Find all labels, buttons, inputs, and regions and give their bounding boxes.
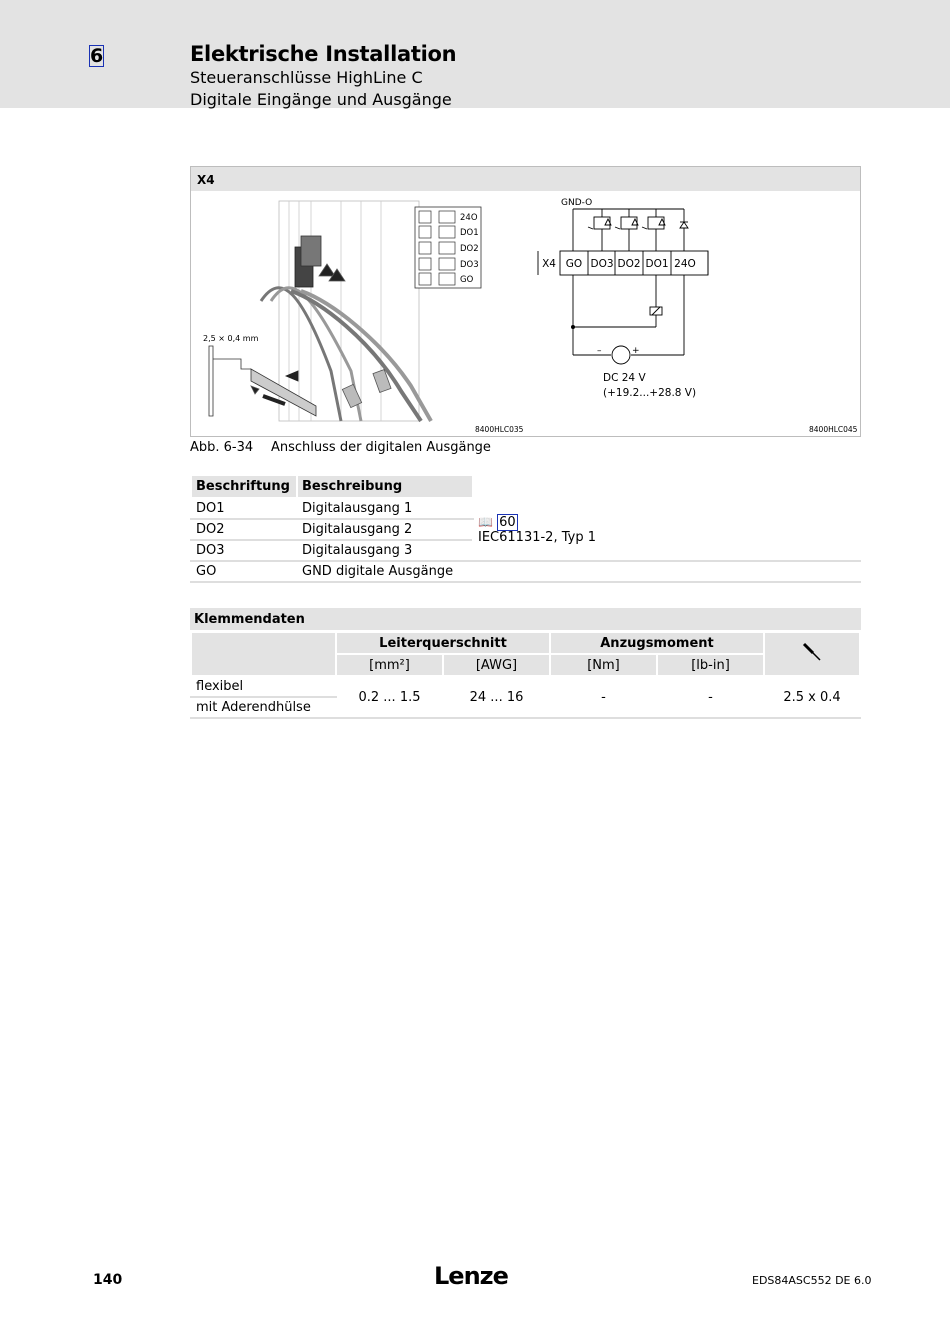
terminal-label: GO (460, 275, 474, 285)
unit-lbin: [lb-in] (657, 654, 764, 676)
reference-text: IEC61131-2, Typ 1 (478, 529, 596, 545)
terminal-illustration (209, 201, 431, 421)
lenze-logo: Lenze (434, 1262, 508, 1290)
terminal-description-table (190, 474, 861, 583)
page-number: 140 (93, 1272, 123, 1288)
schematic-terminal: DO3 (590, 258, 614, 270)
schematic-terminal: DO1 (645, 258, 669, 270)
page-subtitle-2: Digitale Eingänge und Ausgänge (190, 90, 452, 109)
unit-awg: [AWG] (443, 654, 550, 676)
unit-nm: [Nm] (550, 654, 657, 676)
table-row (191, 561, 860, 582)
svg-text:+: + (632, 346, 640, 356)
value-mm2: 0.2 ... 1.5 (336, 676, 443, 718)
svg-text:–: – (597, 346, 602, 356)
terminal-label: 24O (460, 213, 478, 223)
schematic-terminal: DO2 (617, 258, 641, 270)
row-description: Digitalausgang 3 (297, 540, 473, 561)
connection-diagram (191, 191, 860, 437)
caption-text: Anschluss der digitalen Ausgänge (271, 440, 491, 455)
table-row (191, 498, 860, 519)
wire-size-label: 2,5 × 0,4 mm (203, 334, 259, 343)
terminal-data-title-label: Klemmendaten (194, 612, 305, 627)
row-description: GND digitale Ausgänge (297, 561, 473, 582)
row-label: DO3 (191, 540, 297, 561)
reference-cell (473, 498, 860, 561)
column-header: Beschreibung (297, 475, 473, 498)
row-label: DO2 (191, 519, 297, 540)
schematic-terminal: 24O (674, 258, 696, 270)
row-label: GO (191, 561, 297, 582)
header-band (0, 0, 950, 108)
terminal-data-table (190, 631, 861, 719)
terminal-label: DO2 (460, 244, 479, 254)
table-row (191, 676, 860, 697)
value-nm: - (550, 676, 657, 718)
schematic-terminal: GO (565, 258, 583, 270)
schematic-terminal: X4 (542, 258, 556, 270)
diode (680, 209, 688, 251)
row-label: DO1 (191, 498, 297, 519)
page-title: Elektrische Installation (190, 42, 457, 66)
figure-heading (191, 167, 860, 191)
group-header-cross-section: Leiterquerschnitt (336, 632, 550, 654)
figure-code-left: 8400HLC035 (475, 425, 524, 434)
book-icon: 📖 (478, 514, 493, 529)
figure-heading-label: X4 (197, 173, 215, 187)
column-header: Beschriftung (191, 475, 297, 498)
terminal-label: DO1 (460, 228, 479, 238)
supply-label: DC 24 V (603, 372, 646, 384)
chapter-number[interactable]: 6 (90, 45, 104, 67)
terminal-label-strip (415, 207, 481, 288)
group-header-torque: Anzugsmoment (550, 632, 764, 654)
value-awg: 24 ... 16 (443, 676, 550, 718)
value-tool: 2.5 x 0.4 (764, 676, 860, 718)
row-description: Digitalausgang 1 (297, 498, 473, 519)
gnd-label: GND-O (561, 198, 593, 208)
row-description: Digitalausgang 2 (297, 519, 473, 540)
document-id: EDS84ASC552 DE 6.0 (752, 1274, 872, 1287)
figure-box (190, 166, 861, 437)
table-header-row (191, 632, 860, 654)
row-label: mit Aderendhülse (191, 697, 336, 718)
page-subtitle-1: Steueranschlüsse HighLine C (190, 68, 423, 87)
page-reference-link[interactable]: 60 (499, 514, 516, 530)
figure-code-right: 8400HLC045 (809, 425, 858, 434)
row-label: flexibel (191, 676, 336, 697)
transistor-do1 (642, 209, 665, 251)
supply-range: (+19.2...+28.8 V) (603, 387, 697, 399)
terminal-label: DO3 (460, 260, 479, 270)
value-lbin: - (657, 676, 764, 718)
transistor-do3 (588, 209, 611, 251)
screwdriver-icon (764, 632, 860, 676)
transistor-do2 (615, 209, 638, 251)
unit-mm2: [mm²] (336, 654, 443, 676)
caption-number: Abb. 6-34 (190, 440, 254, 455)
terminal-data-title (190, 608, 861, 630)
table-header-row (191, 475, 860, 498)
schematic (538, 209, 708, 364)
